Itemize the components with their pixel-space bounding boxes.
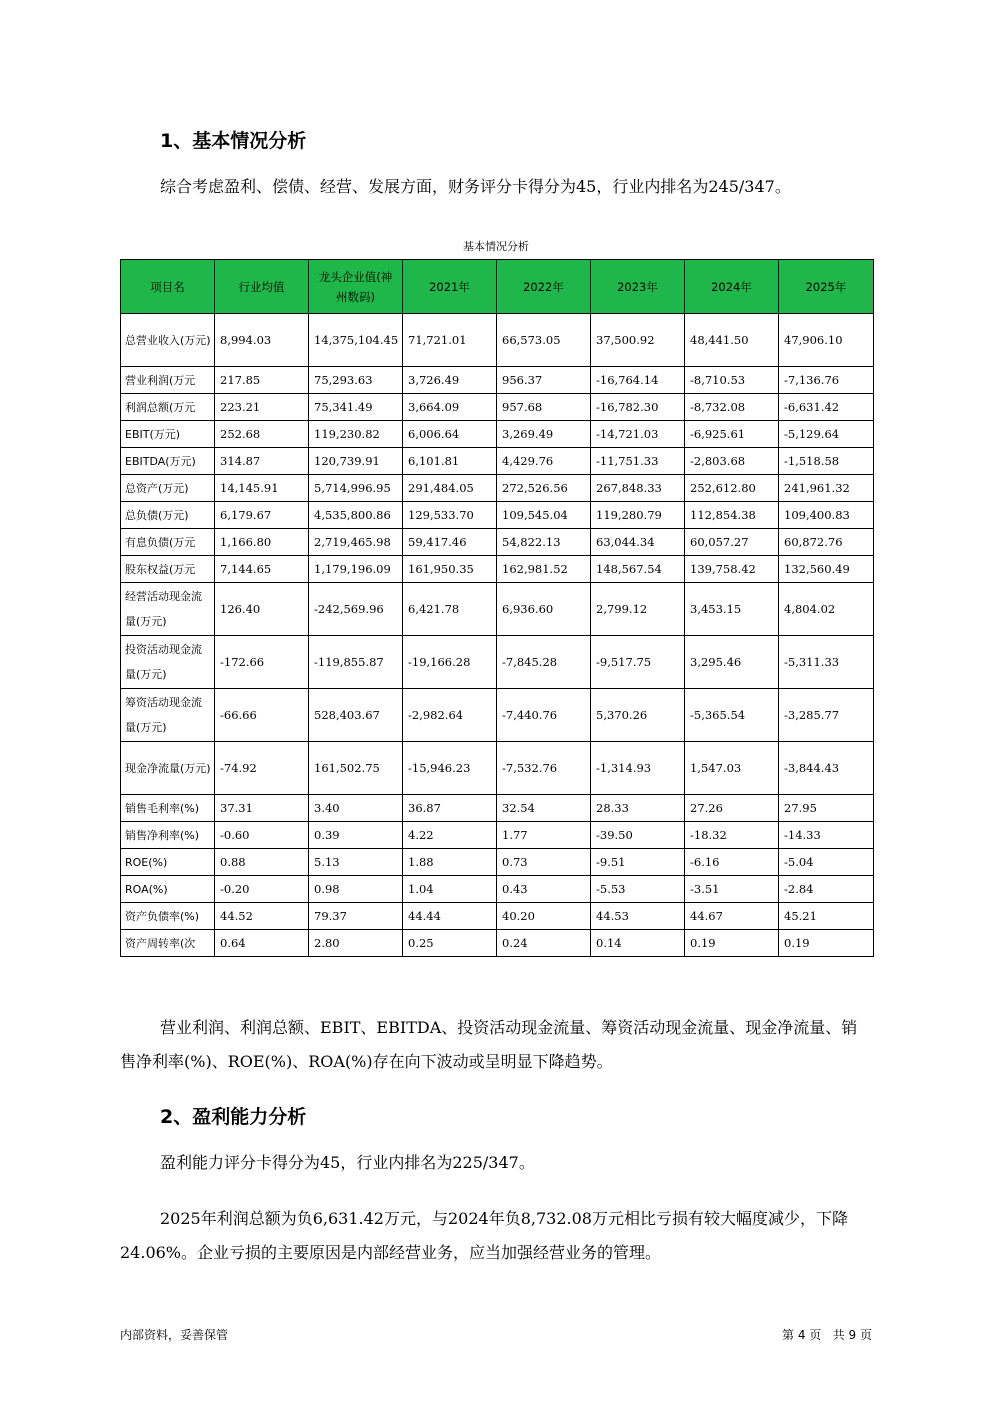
table-cell: -0.20: [215, 876, 309, 903]
table-cell: 66,573.05: [497, 314, 591, 367]
row-label: 经营活动现金流量(万元): [121, 583, 215, 636]
row-label: 利润总额(万元: [121, 394, 215, 421]
table-cell: -18.32: [685, 822, 779, 849]
section2-detail: 2025年利润总额为负6,631.42万元，与2024年负8,732.08万元相比亏损有较大幅度减少，下降24.06%。企业亏损的主要原因是内部经营业务，应当加强经营业务的管理。: [120, 1209, 848, 1262]
table-cell: 36.87: [403, 795, 497, 822]
table-row: [121, 421, 874, 448]
table-cell: 6,101.81: [403, 448, 497, 475]
table-cell: 120,739.91: [309, 448, 403, 475]
table-cell: -119,855.87: [309, 636, 403, 689]
table-cell: 0.25: [403, 930, 497, 957]
header-2025: 2025年: [779, 260, 874, 314]
header-industry-avg: 行业均值: [215, 260, 309, 314]
table-cell: 126.40: [215, 583, 309, 636]
table-cell: 75,341.49: [309, 394, 403, 421]
table-cell: -14.33: [779, 822, 874, 849]
table-cell: 0.19: [779, 930, 874, 957]
table-row: [121, 930, 874, 957]
table-cell: -7,845.28: [497, 636, 591, 689]
table-cell: 241,961.32: [779, 475, 874, 502]
section1-intro: 综合考虑盈利、偿债、经营、发展方面，财务评分卡得分为45，行业内排名为245/347。: [160, 177, 791, 196]
table-cell: -2,803.68: [685, 448, 779, 475]
table-body: [121, 314, 874, 957]
table-header-row: [121, 260, 874, 314]
table-cell: -2,982.64: [403, 689, 497, 742]
table-cell: 6,421.78: [403, 583, 497, 636]
table-cell: -1,314.93: [591, 742, 685, 795]
table-cell: -9,517.75: [591, 636, 685, 689]
section2-heading: 2、盈利能力分析: [160, 1106, 307, 1128]
table-cell: 44.52: [215, 903, 309, 930]
header-2021: 2021年: [403, 260, 497, 314]
table-row: [121, 448, 874, 475]
table-cell: 3,664.09: [403, 394, 497, 421]
row-label: 筹资活动现金流量(万元): [121, 689, 215, 742]
table-cell: 1,547.03: [685, 742, 779, 795]
table-cell: 112,854.38: [685, 502, 779, 529]
row-label: ROA(%): [121, 876, 215, 903]
row-label: 资产负债率(%): [121, 903, 215, 930]
table-row: [121, 876, 874, 903]
table-cell: 37,500.92: [591, 314, 685, 367]
table-cell: 27.95: [779, 795, 874, 822]
table-row: [121, 529, 874, 556]
table-cell: 109,400.83: [779, 502, 874, 529]
table-row: [121, 849, 874, 876]
row-label: 销售毛利率(%): [121, 795, 215, 822]
table-cell: -16,782.30: [591, 394, 685, 421]
table-cell: -15,946.23: [403, 742, 497, 795]
table-cell: 0.98: [309, 876, 403, 903]
table-cell: 3,726.49: [403, 367, 497, 394]
table-cell: 129,533.70: [403, 502, 497, 529]
table-cell: 6,936.60: [497, 583, 591, 636]
table-cell: 119,230.82: [309, 421, 403, 448]
table-cell: -5.53: [591, 876, 685, 903]
table-cell: 1.88: [403, 849, 497, 876]
row-label: 股东权益(万元: [121, 556, 215, 583]
table-cell: 4.22: [403, 822, 497, 849]
financial-table: [120, 259, 874, 957]
table-cell: 44.53: [591, 903, 685, 930]
table-row: [121, 367, 874, 394]
table-cell: 48,441.50: [685, 314, 779, 367]
table-cell: -8,710.53: [685, 367, 779, 394]
table-cell: 3,453.15: [685, 583, 779, 636]
table-row: [121, 903, 874, 930]
table-cell: -7,440.76: [497, 689, 591, 742]
section1-summary: 营业利润、利润总额、EBIT、EBITDA、投资活动现金流量、筹资活动现金流量、现金净流量、销售净利率(%)、ROE(%)、ROA(%)存在向下波动或呈明显下降趋势。: [120, 1018, 858, 1071]
table-cell: 148,567.54: [591, 556, 685, 583]
table-cell: 63,044.34: [591, 529, 685, 556]
table-cell: 0.43: [497, 876, 591, 903]
table-cell: 1,179,196.09: [309, 556, 403, 583]
table-cell: 37.31: [215, 795, 309, 822]
table-cell: 161,502.75: [309, 742, 403, 795]
table-cell: 6,179.67: [215, 502, 309, 529]
row-label: 投资活动现金流量(万元): [121, 636, 215, 689]
table-cell: -11,751.33: [591, 448, 685, 475]
table-cell: 1,166.80: [215, 529, 309, 556]
table-cell: 3,269.49: [497, 421, 591, 448]
table-cell: 0.39: [309, 822, 403, 849]
row-label: ROE(%): [121, 849, 215, 876]
table-cell: -172.66: [215, 636, 309, 689]
table-row: [121, 556, 874, 583]
table-cell: -5,129.64: [779, 421, 874, 448]
table-cell: 139,758.42: [685, 556, 779, 583]
table-cell: -5,365.54: [685, 689, 779, 742]
table-cell: 528,403.67: [309, 689, 403, 742]
table-cell: 2,719,465.98: [309, 529, 403, 556]
table-cell: 5,714,996.95: [309, 475, 403, 502]
header-2023: 2023年: [591, 260, 685, 314]
table-cell: 5.13: [309, 849, 403, 876]
table-cell: 223.21: [215, 394, 309, 421]
table-caption: 基本情况分析: [463, 240, 529, 253]
row-label: 资产周转率(次: [121, 930, 215, 957]
table-cell: 956.37: [497, 367, 591, 394]
table-cell: 4,804.02: [779, 583, 874, 636]
table-cell: -1,518.58: [779, 448, 874, 475]
table-row: [121, 583, 874, 636]
table-cell: -2.84: [779, 876, 874, 903]
table-cell: 45.21: [779, 903, 874, 930]
table-cell: 0.88: [215, 849, 309, 876]
table-cell: 109,545.04: [497, 502, 591, 529]
table-cell: 60,872.76: [779, 529, 874, 556]
table-row: [121, 822, 874, 849]
table-cell: 28.33: [591, 795, 685, 822]
table-cell: 27.26: [685, 795, 779, 822]
table-cell: -6,925.61: [685, 421, 779, 448]
footer-confidential: 内部资料，妥善保管: [120, 1328, 229, 1342]
table-cell: 79.37: [309, 903, 403, 930]
table-cell: 132,560.49: [779, 556, 874, 583]
header-2024: 2024年: [685, 260, 779, 314]
table-cell: 44.67: [685, 903, 779, 930]
table-cell: 267,848.33: [591, 475, 685, 502]
table-cell: -66.66: [215, 689, 309, 742]
table-cell: -7,136.76: [779, 367, 874, 394]
table-cell: 2.80: [309, 930, 403, 957]
table-cell: 1.04: [403, 876, 497, 903]
table-cell: 0.73: [497, 849, 591, 876]
row-label: 有息负债(万元: [121, 529, 215, 556]
table-cell: 314.87: [215, 448, 309, 475]
table-cell: 272,526.56: [497, 475, 591, 502]
table-row: [121, 795, 874, 822]
table-cell: 162,981.52: [497, 556, 591, 583]
table-cell: 0.14: [591, 930, 685, 957]
table-cell: -7,532.76: [497, 742, 591, 795]
table-cell: 2,799.12: [591, 583, 685, 636]
table-row: [121, 314, 874, 367]
table-cell: 14,375,104.45: [309, 314, 403, 367]
table-cell: -6,631.42: [779, 394, 874, 421]
table-cell: 3.40: [309, 795, 403, 822]
table-cell: 0.64: [215, 930, 309, 957]
table-cell: -5,311.33: [779, 636, 874, 689]
table-cell: 252,612.80: [685, 475, 779, 502]
table-cell: 7,144.65: [215, 556, 309, 583]
table-cell: -14,721.03: [591, 421, 685, 448]
table-cell: 32.54: [497, 795, 591, 822]
table-row: [121, 502, 874, 529]
table-cell: -3.51: [685, 876, 779, 903]
table-cell: -6.16: [685, 849, 779, 876]
row-label: 营业利润(万元: [121, 367, 215, 394]
table-cell: 5,370.26: [591, 689, 685, 742]
row-label: 现金净流量(万元): [121, 742, 215, 795]
table-cell: 291,484.05: [403, 475, 497, 502]
table-cell: 161,950.35: [403, 556, 497, 583]
table-cell: 8,994.03: [215, 314, 309, 367]
section1-heading: 1、基本情况分析: [160, 130, 307, 152]
table-cell: 14,145.91: [215, 475, 309, 502]
header-2022: 2022年: [497, 260, 591, 314]
table-cell: -242,569.96: [309, 583, 403, 636]
header-item: 项目名: [121, 260, 215, 314]
table-cell: 4,429.76: [497, 448, 591, 475]
row-label: 销售净利率(%): [121, 822, 215, 849]
table-cell: -39.50: [591, 822, 685, 849]
table-cell: 0.24: [497, 930, 591, 957]
table-cell: 1.77: [497, 822, 591, 849]
table-row: [121, 636, 874, 689]
table-cell: 60,057.27: [685, 529, 779, 556]
table-cell: 71,721.01: [403, 314, 497, 367]
table-cell: 217.85: [215, 367, 309, 394]
table-cell: 47,906.10: [779, 314, 874, 367]
table-cell: 3,295.46: [685, 636, 779, 689]
table-cell: 75,293.63: [309, 367, 403, 394]
table-cell: -74.92: [215, 742, 309, 795]
table-cell: 59,417.46: [403, 529, 497, 556]
table-cell: -19,166.28: [403, 636, 497, 689]
table-row: [121, 742, 874, 795]
footer-page-number: 第 4 页 共 9 页: [782, 1328, 872, 1342]
row-label: EBIT(万元): [121, 421, 215, 448]
row-label: 总负债(万元): [121, 502, 215, 529]
table-cell: -0.60: [215, 822, 309, 849]
table-cell: 40.20: [497, 903, 591, 930]
header-leader: 龙头企业值(神州数码): [309, 260, 403, 314]
table-cell: -8,732.08: [685, 394, 779, 421]
table-cell: -16,764.14: [591, 367, 685, 394]
table-row: [121, 394, 874, 421]
section2-score: 盈利能力评分卡得分为45，行业内排名为225/347。: [160, 1153, 535, 1172]
table-cell: -5.04: [779, 849, 874, 876]
table-cell: 44.44: [403, 903, 497, 930]
row-label: 总资产(万元): [121, 475, 215, 502]
table-cell: 957.68: [497, 394, 591, 421]
table-cell: 4,535,800.86: [309, 502, 403, 529]
row-label: 总营业收入(万元): [121, 314, 215, 367]
table-cell: -9.51: [591, 849, 685, 876]
table-cell: 6,006.64: [403, 421, 497, 448]
table-cell: 0.19: [685, 930, 779, 957]
table-row: [121, 689, 874, 742]
table-cell: 54,822.13: [497, 529, 591, 556]
table-cell: 252.68: [215, 421, 309, 448]
table-cell: 119,280.79: [591, 502, 685, 529]
table-cell: -3,285.77: [779, 689, 874, 742]
table-row: [121, 475, 874, 502]
row-label: EBITDA(万元): [121, 448, 215, 475]
table-cell: -3,844.43: [779, 742, 874, 795]
